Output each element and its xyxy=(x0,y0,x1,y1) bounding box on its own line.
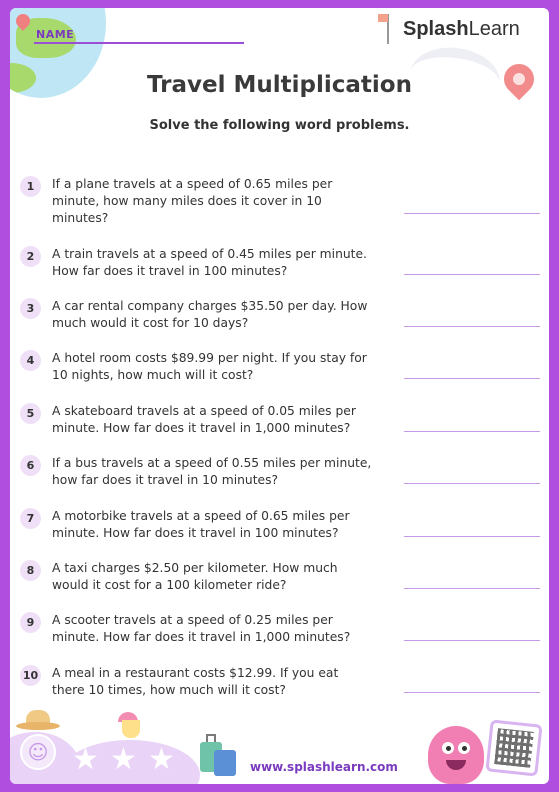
qr-code-icon[interactable] xyxy=(485,719,542,776)
problem-text: A skateboard travels at a speed of 0.05 miles per minute. How far does it travel in 1,000 minutes? xyxy=(52,404,356,435)
smiley-icon: ☺ xyxy=(20,734,56,770)
star-icon: ★ xyxy=(72,742,99,777)
problem-text: A train travels at a speed of 0.45 miles per minute. How far does it travel in 100 minutes? xyxy=(52,247,367,278)
answer-line[interactable] xyxy=(404,213,540,214)
problem-text: A taxi charges $2.50 per kilometer. How much would it cost for a 100 kilometer ride? xyxy=(52,561,338,592)
name-field[interactable] xyxy=(34,42,244,44)
page-title: Travel Multiplication xyxy=(147,72,412,98)
luggage-icon xyxy=(200,734,236,776)
problem-number: 2 xyxy=(20,246,41,267)
name-label: NAME xyxy=(36,28,75,41)
worksheet xyxy=(10,8,549,784)
problem-text: A scooter travels at a speed of 0.25 miles per minute. How far does it travel in 1,000 minutes? xyxy=(52,613,351,644)
star-icon: ★ xyxy=(110,742,137,777)
answer-line[interactable] xyxy=(404,588,540,589)
answer-line[interactable] xyxy=(404,326,540,327)
footer xyxy=(10,708,549,784)
answer-line[interactable] xyxy=(404,378,540,379)
problem-number: 7 xyxy=(20,508,41,529)
problem-number: 1 xyxy=(20,176,41,197)
problem-text: If a bus travels at a speed of 0.55 miles per minute, how far does it travel in 10 minutes? xyxy=(52,456,372,487)
website-link[interactable]: www.splashlearn.com xyxy=(250,760,398,774)
problem-text: A motorbike travels at a speed of 0.65 miles per minute. How far does it travel in 100 minutes? xyxy=(52,509,350,540)
answer-line[interactable] xyxy=(404,483,540,484)
problem-number: 9 xyxy=(20,612,41,633)
problem-text: A hotel room costs $89.99 per night. If you stay for 10 nights, how much will it cost? xyxy=(52,351,367,382)
problem-text: If a plane travels at a speed of 0.65 miles per minute, how many miles does it cover in 10 minutes? xyxy=(52,177,333,225)
star-icon: ★ xyxy=(148,742,175,777)
answer-line[interactable] xyxy=(404,274,540,275)
problem-number: 10 xyxy=(20,665,41,686)
answer-line[interactable] xyxy=(404,431,540,432)
sun-hat-icon xyxy=(16,710,60,730)
problem-number: 8 xyxy=(20,560,41,581)
problem-number: 4 xyxy=(20,350,41,371)
problem-text: A meal in a restaurant costs $12.99. If you eat there 10 times, how much will it cost? xyxy=(52,666,339,697)
splashlearn-logo: SplashLearn xyxy=(403,18,520,40)
tropical-drink-icon xyxy=(118,712,144,740)
problem-text: A car rental company charges $35.50 per day. How much would it cost for 10 days? xyxy=(52,299,368,330)
instructions: Solve the following word problems. xyxy=(149,118,410,133)
problem-number: 3 xyxy=(20,298,41,319)
mascot-icon xyxy=(428,726,484,784)
answer-line[interactable] xyxy=(404,692,540,693)
answer-line[interactable] xyxy=(404,536,540,537)
problem-number: 6 xyxy=(20,455,41,476)
flag-icon xyxy=(378,14,390,44)
problem-number: 5 xyxy=(20,403,41,424)
answer-line[interactable] xyxy=(404,640,540,641)
